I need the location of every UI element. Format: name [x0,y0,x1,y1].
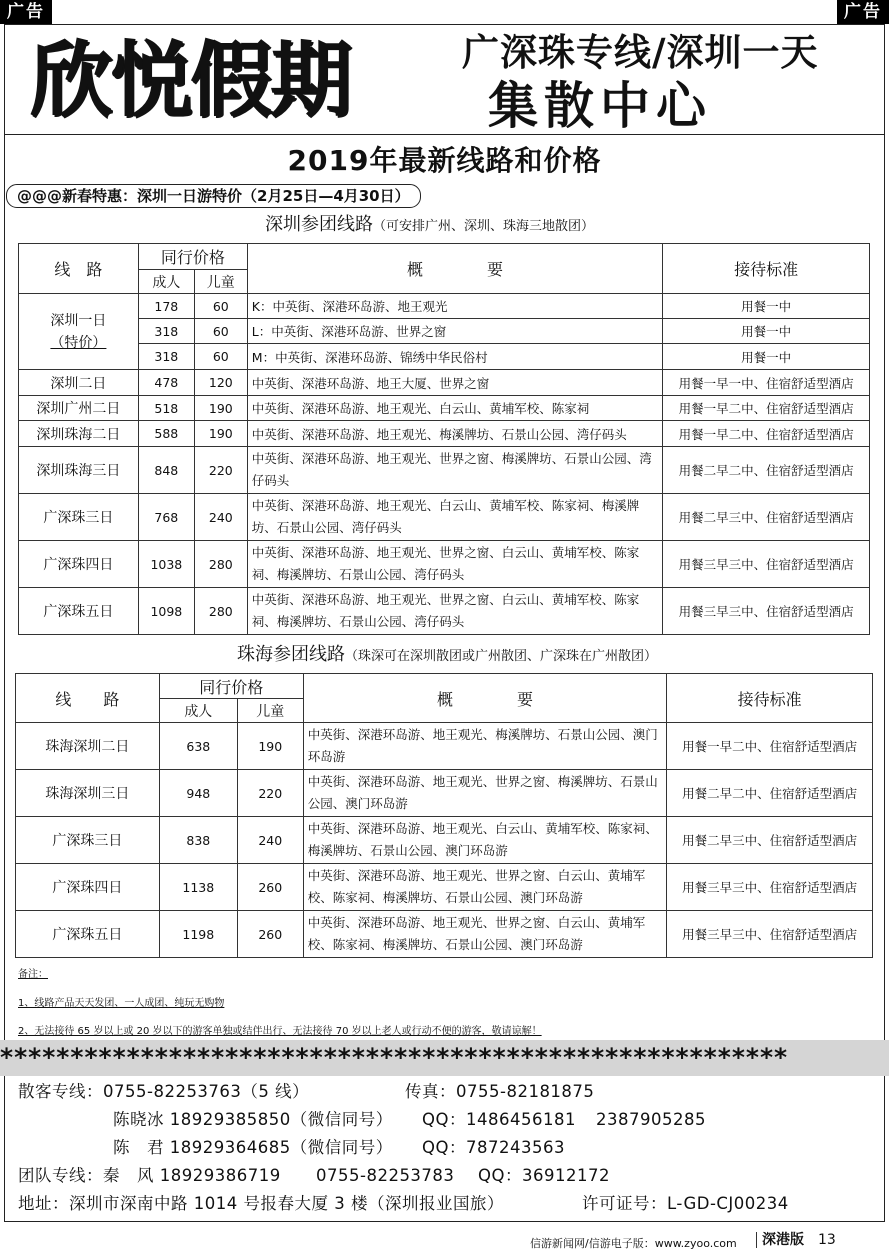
adult-price: 948 [159,770,237,817]
route-name: 广深珠四日 [19,541,139,588]
table-row [16,817,873,864]
standard: 用餐三早三中、住宿舒适型酒店 [667,911,873,958]
summary: 中英街、深港环岛游、地王观光、世界之窗、白云山、黄埔军校、陈家祠、梅溪牌坊、石景山公园、澳门环岛游 [303,864,667,911]
child-price: 240 [194,494,247,541]
table-row [19,396,870,421]
contact-qq-2: 2387905285 [596,1110,706,1129]
zhuhai-title: 珠海参团线路 [237,644,345,665]
contact-chen-jun: 陈 君 18929364685（微信同号） [113,1138,393,1157]
adult-price: 318 [138,344,194,370]
brand-center-name: 集散中心 [488,77,712,135]
standard: 用餐一中 [663,344,870,370]
contact-qq-3: QQ：787243563 [422,1138,565,1157]
route-name: 广深珠四日 [16,864,160,911]
standard: 用餐一早二中、住宿舒适型酒店 [667,723,873,770]
page-title: 2019年最新线路和价格 [287,144,602,177]
standard: 用餐三早三中、住宿舒适型酒店 [663,588,870,635]
route-name: 广深珠五日 [19,588,139,635]
shenzhen-title: 深圳参团线路 [265,214,373,235]
zhuhai-table [15,673,873,958]
child-price: 260 [237,911,303,958]
col-child: 儿童 [237,699,303,723]
standard: 用餐一中 [663,294,870,319]
table-row [16,770,873,817]
route-name: 深圳珠海三日 [19,447,139,494]
ad-label-left: 广告 [0,0,52,24]
table-row [19,588,870,635]
shenzhen-section-title [265,212,594,240]
standard: 用餐一早二中、住宿舒适型酒店 [663,421,870,447]
col-summary: 概 要 [247,244,662,294]
route-name: 广深珠三日 [16,817,160,864]
fit-hotline: 散客专线：0755-82253763（5 线） [18,1082,310,1101]
child-price: 190 [237,723,303,770]
adult-price: 838 [159,817,237,864]
remark-2: 2、无法接待 65 岁以上或 20 岁以下的游客单独或结伴出行、无法接待 70 岁以上老人或行动不便的游客，敬请谅解！ [18,1026,542,1037]
summary: 中英街、深港环岛游、地王观光、世界之窗、白云山、黄埔军校、陈家祠、梅溪牌坊、石景山公园、湾仔码头 [247,588,662,635]
col-route: 线 路 [19,244,139,294]
ad-label-right: 广告 [837,0,889,24]
table-row [16,911,873,958]
summary: 中英街、深港环岛游、地王观光、白云山、黄埔军校、陈家祠 [247,396,662,421]
table-row [19,370,870,396]
standard: 用餐二早二中、住宿舒适型酒店 [667,770,873,817]
standard: 用餐一中 [663,319,870,344]
col-adult: 成人 [159,699,237,723]
table-row [19,294,870,319]
shenzhen-note: （可安排广州、深圳、珠海三地散团） [373,219,595,234]
child-price: 280 [194,588,247,635]
summary: 中英街、深港环岛游、地王大厦、世界之窗 [247,370,662,396]
remark-1: 1、线路产品天天发团、一人成团、纯玩无购物 [18,998,225,1009]
star-divider: ******************************************************** [0,1043,789,1072]
adult-price: 848 [138,447,194,494]
route-name: 广深珠三日 [19,494,139,541]
col-summary: 概 要 [303,674,667,723]
shenzhen-table [18,243,870,635]
adult-price: 768 [138,494,194,541]
route-name: 深圳珠海二日 [19,421,139,447]
contact-qq-1: QQ：1486456181 [422,1110,576,1129]
table-row [19,344,870,370]
zhuhai-section-title [237,642,657,670]
team-hotline: 团队专线：秦 风 18929386719 [18,1166,281,1185]
table-row [16,723,873,770]
zhuhai-note: （珠深可在深圳散团或广州散团、广深珠在广州散团） [345,649,658,664]
route-name: 广深珠五日 [16,911,160,958]
route-name: 深圳广州二日 [19,396,139,421]
summary: M：中英街、深港环岛游、锦绣中华民俗村 [247,344,662,370]
brand-subtitle: 广深珠专线/深圳一天 [462,31,819,74]
child-price: 260 [237,864,303,911]
route-name: 深圳二日 [19,370,139,396]
table-row [19,447,870,494]
child-price: 220 [237,770,303,817]
contact-chen-xiaobing: 陈晓冰 18929385850（微信同号） [113,1110,393,1129]
child-price: 190 [194,421,247,447]
fax-number: 传真：0755-82181875 [405,1082,595,1101]
child-price: 240 [237,817,303,864]
adult-price: 1098 [138,588,194,635]
route-note: （特价） [50,334,107,351]
table-row [19,421,870,447]
page-number: 13 [818,1232,836,1248]
route-cell [19,294,139,370]
summary: 中英街、深港环岛游、地王观光、世界之窗、梅溪牌坊、石景山公园、澳门环岛游 [303,770,667,817]
footer-edition: 深港版 [756,1232,804,1248]
adult-price: 478 [138,370,194,396]
summary: 中英街、深港环岛游、地王观光、世界之窗、白云山、黄埔军校、陈家祠、梅溪牌坊、石景山公园、澳门环岛游 [303,911,667,958]
col-price: 同行价格 [138,244,247,270]
col-price: 同行价格 [159,674,303,699]
child-price: 60 [194,294,247,319]
promo-banner: @@@新春特惠：深圳一日游特价（2月25日—4月30日） [6,184,421,208]
table-row [19,541,870,588]
adult-price: 318 [138,319,194,344]
col-standard: 接待标准 [667,674,873,723]
team-phone: 0755-82253783 [316,1166,455,1185]
standard: 用餐二早三中、住宿舒适型酒店 [667,817,873,864]
child-price: 60 [194,319,247,344]
standard: 用餐二早三中、住宿舒适型酒店 [663,494,870,541]
col-standard: 接待标准 [663,244,870,294]
child-price: 190 [194,396,247,421]
table-row [16,864,873,911]
summary: 中英街、深港环岛游、地王观光、世界之窗、白云山、黄埔军校、陈家祠、梅溪牌坊、石景山公园、湾仔码头 [247,541,662,588]
child-price: 60 [194,344,247,370]
address: 地址：深圳市深南中路 1014 号报春大厦 3 楼（深圳报业国旅） [18,1194,504,1213]
summary: L：中英街、深港环岛游、世界之窗 [247,319,662,344]
adult-price: 178 [138,294,194,319]
adult-price: 1198 [159,911,237,958]
standard: 用餐三早三中、住宿舒适型酒店 [667,864,873,911]
standard: 用餐一早二中、住宿舒适型酒店 [663,396,870,421]
adult-price: 1038 [138,541,194,588]
route-name: 深圳一日 [50,312,107,329]
header-divider [4,134,885,135]
table-row [19,319,870,344]
summary: 中英街、深港环岛游、地王观光、白云山、黄埔军校、陈家祠、梅溪牌坊、石景山公园、澳门环岛游 [303,817,667,864]
remarks-label: 备注： [18,969,48,980]
summary: 中英街、深港环岛游、地王观光、世界之窗、梅溪牌坊、石景山公园、湾仔码头 [247,447,662,494]
adult-price: 1138 [159,864,237,911]
col-child: 儿童 [194,270,247,294]
col-adult: 成人 [138,270,194,294]
brand-logo: 欣悦假期 [30,33,351,128]
footer-sites: 信游新闻网/信游电子版：www.zyoo.com [530,1237,737,1250]
route-name: 珠海深圳三日 [16,770,160,817]
summary: 中英街、深港环岛游、地王观光、梅溪牌坊、石景山公园、湾仔码头 [247,421,662,447]
child-price: 220 [194,447,247,494]
col-route: 线 路 [16,674,160,723]
license-number: 许可证号：L-GD-CJ00234 [582,1194,789,1213]
standard: 用餐三早三中、住宿舒适型酒店 [663,541,870,588]
team-qq: QQ：36912172 [478,1166,610,1185]
summary: K：中英街、深港环岛游、地王观光 [247,294,662,319]
summary: 中英街、深港环岛游、地王观光、梅溪牌坊、石景山公园、澳门环岛游 [303,723,667,770]
route-name: 珠海深圳二日 [16,723,160,770]
standard: 用餐二早二中、住宿舒适型酒店 [663,447,870,494]
adult-price: 588 [138,421,194,447]
summary: 中英街、深港环岛游、地王观光、白云山、黄埔军校、陈家祠、梅溪牌坊、石景山公园、湾仔码头 [247,494,662,541]
adult-price: 518 [138,396,194,421]
child-price: 280 [194,541,247,588]
adult-price: 638 [159,723,237,770]
child-price: 120 [194,370,247,396]
table-row [19,494,870,541]
standard: 用餐一早一中、住宿舒适型酒店 [663,370,870,396]
